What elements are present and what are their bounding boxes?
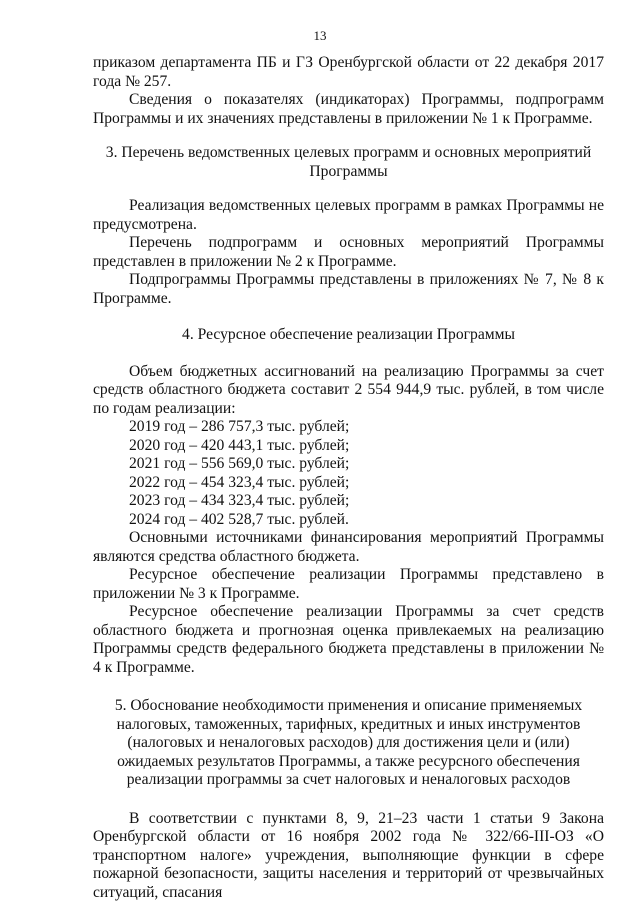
section-4-paragraph: Ресурсное обеспечение реализации Программы представлено в приложении № 3 к Программе.	[93, 566, 604, 602]
section-5-heading-line: ожидаемых результатов Программы, а также ресурсного обеспечения	[117, 752, 580, 770]
section-4-paragraph: Ресурсное обеспечение реализации Программы за счет средств областного бюджета и прогнозная оценка привлекаемых на реализацию Программы средств федерального бюджета представлены в приложении № 4 к Программе.	[93, 603, 604, 676]
paragraph-continuation: приказом департамента ПБ и ГЗ Оренбургской области от 22 декабря 2017 года № 257.	[93, 54, 604, 90]
section-3-paragraph: Реализация ведомственных целевых программ в рамках Программы не предусмотрена.	[93, 197, 604, 233]
section-5-paragraph: В соответствии с пунктами 8, 9, 21–23 части 1 статьи 9 Закона Оренбургской области от 16 ноября 2002 года № 322/66-III-ОЗ «О транспортном налоге» учреждения, выполняющие функции в сфере пожарной безопасности, защиты населения и территорий от чрезвычайных ситуаций, спасания	[93, 809, 604, 901]
section-4-paragraph: Основными источниками финансирования мероприятий Программы являются средства областного бюджета.	[93, 529, 604, 565]
paragraph-indicators: Сведения о показателях (индикаторах) Программы, подпрограмм Программы и их значениях представлены в приложении № 1 к Программе.	[93, 91, 604, 127]
section-5-heading-line: (налоговых и неналоговых расходов) для достижения цели и (или)	[127, 734, 570, 751]
funding-year-item: 2024 год – 402 528,7 тыс. рублей.	[129, 510, 349, 528]
section-3-paragraph: Подпрограммы Программы представлены в приложениях № 7, № 8 к Программе.	[93, 271, 604, 307]
section-3-paragraph: Перечень подпрограмм и основных мероприятий Программы представлен в приложении № 2 к Программе.	[93, 234, 604, 270]
funding-year-item: 2021 год – 556 569,0 тыс. рублей;	[129, 455, 350, 472]
section-4-heading: 4. Ресурсное обеспечение реализации Программы	[182, 326, 515, 343]
page-number: 13	[313, 28, 327, 43]
section-3-heading-line1: 3. Перечень ведомственных целевых программ и основных мероприятий	[105, 144, 592, 161]
section-5-heading-line: 5. Обоснование необходимости применения и описание применяемых	[114, 697, 583, 714]
section-5-heading-line: налоговых, таможенных, тарифных, кредитных и иных инструментов	[116, 715, 581, 733]
section-4-paragraph: Объем бюджетных ассигнований на реализацию Программы за счет средств областного бюджета составит 2 554 944,9 тыс. рублей, в том числе по годам реализации:	[93, 362, 604, 417]
funding-year-item: 2019 год – 286 757,3 тыс. рублей;	[129, 418, 350, 435]
document-body	[93, 54, 604, 902]
section-5-heading-line: реализации программы за счет налоговых и неналоговых расходов	[126, 771, 571, 788]
funding-year-item: 2022 год – 454 323,4 тыс. рублей;	[129, 473, 350, 491]
section-3-heading-line2: Программы	[309, 162, 388, 180]
funding-year-item: 2020 год – 420 443,1 тыс. рублей;	[129, 436, 350, 454]
funding-year-item: 2023 год – 434 323,4 тыс. рублей;	[129, 492, 350, 509]
